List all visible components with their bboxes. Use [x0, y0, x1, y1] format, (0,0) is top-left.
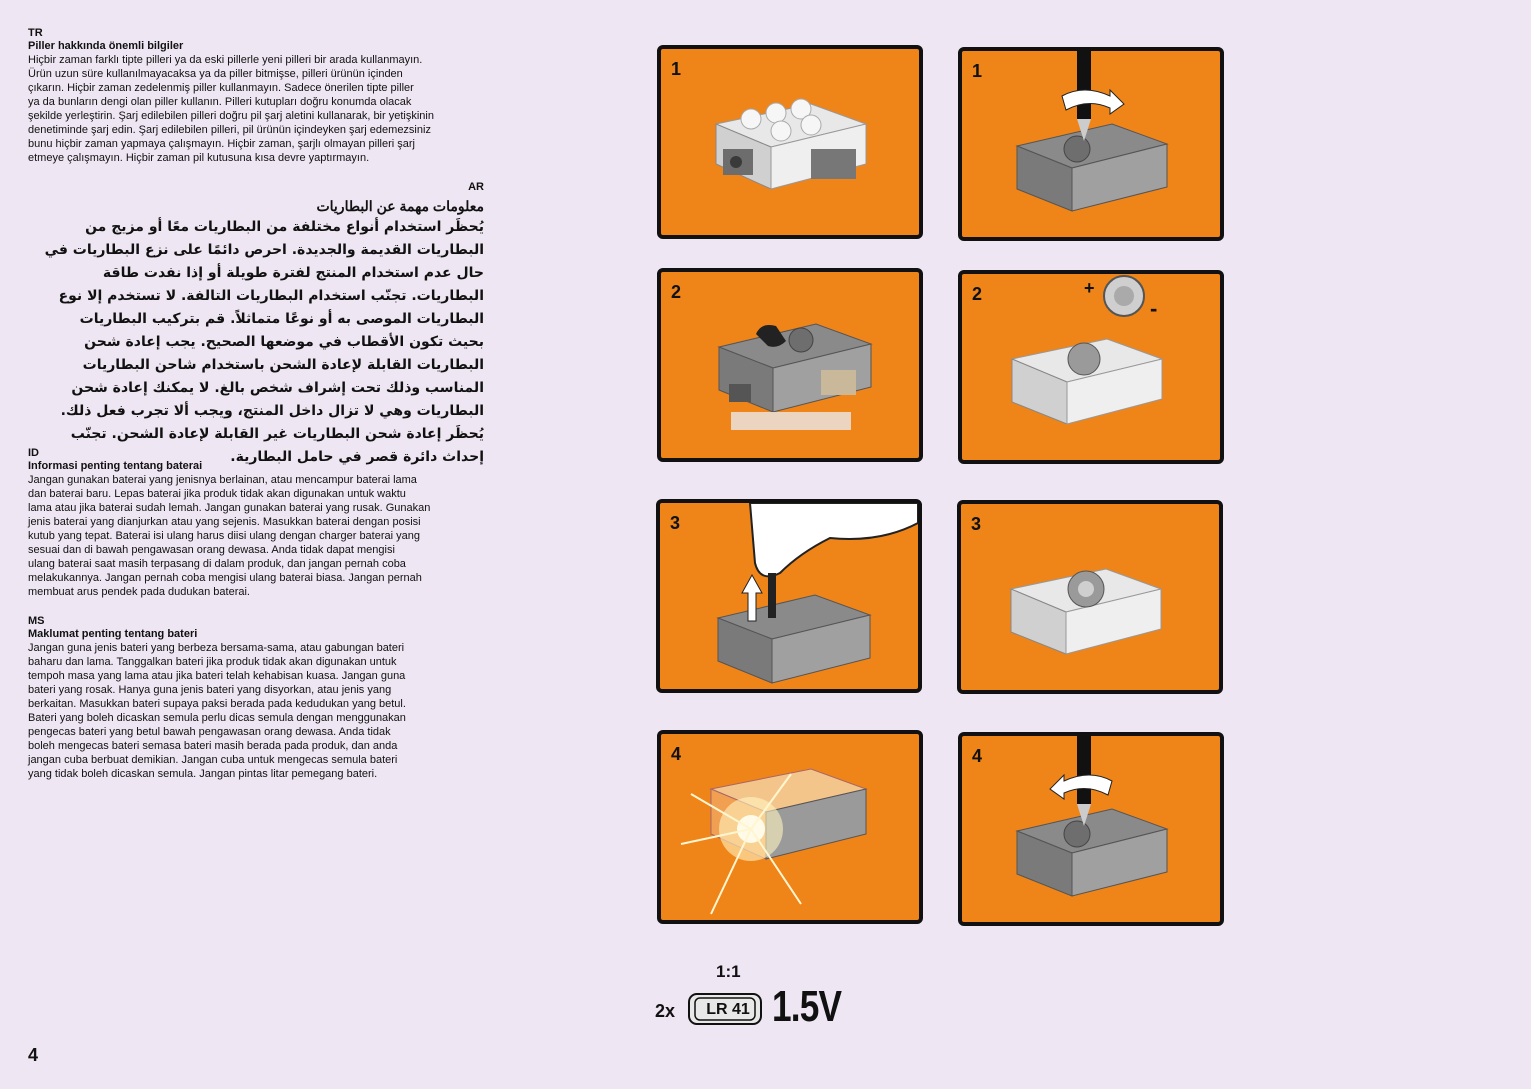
step-panel-left-4 [657, 730, 923, 924]
battery-voltage: 1.5V [772, 982, 842, 1031]
heading-ms: Maklumat penting tentang bateri [28, 628, 198, 640]
step-number: 4 [671, 744, 682, 764]
step-number: 4 [972, 746, 983, 766]
screwdriver-tighten-illustration [962, 736, 1220, 922]
body-ms: Jangan guna jenis bateri yang berbeza bersama-sama, atau gabungan bateri baharu dan lama. Tanggalkan bateri jika produk tidak akan digunakan untuk tempoh masa yang lama atau jika bateri telah kehabisan kuasa. Jangan guna bateri yang rosak. Hanya guna jenis bateri yang disyorkan, atau jenis yang berkaitan. Masukkan bateri supaya paksi berada pada kedudukan yang betul. Bateri yang boleh dicaskan semula perlu dicas semula dengan menggunakan pengecas bateri yang betul bawah pengawasan orang dewasa. Anda tidak boleh mengecas bateri semasa bateri masih berada pada produk, dan anda jangan cuba berbuat demikian. Jangan cuba untuk mengecas semula bateri yang tidak boleh dicaskan semula. Jangan pintas litar pemegang bateri. [28, 642, 406, 780]
battery-cell-type: LR 41 [706, 1001, 750, 1018]
step-panel-left-1 [657, 45, 923, 239]
lang-code-tr: TR [28, 27, 43, 39]
minus-sign: - [1150, 296, 1158, 321]
step-panel-right-4 [958, 732, 1224, 926]
step-number: 3 [971, 514, 982, 534]
clear-brick-illustration [661, 49, 919, 235]
step-panel-left-2 [657, 268, 923, 462]
step-panel-right-2 [958, 270, 1224, 464]
heading-ar: معلومات مهمة عن البطاريات [316, 198, 484, 214]
finger-press-illustration [660, 503, 918, 689]
screwdriver-unscrew-illustration [962, 51, 1220, 237]
step-panel-left-3 [656, 499, 922, 693]
body-tr: Hiçbir zaman farklı tipte pilleri ya da eski pillerle yeni pilleri bir arada kullanmayın. Ürün uzun süre kullanılmayacaksa ya da piller bitmişse, pilleri ürünün içinden çıkarın. Hiçbir zaman zedelenmiş piller kullanmayın. Sadece önerilen tipte piller ya da bunların dengi olan piller kullanın. Pilleri kutupları doğru konumda olacak şekilde yerleştirin. Şarj edilebilen pilleri doğru pil şarj aletini kullanarak, bir yetişkinin denetiminde şarj edin. Şarj edilebilen pilleri, pil ürünün içindeyken şarj edemezsiniz bunu hiçbir zaman yapmaya çalışmayın. Hiçbir zaman, şarjlı olmayan pilleri şarj etmeye çalışmayın. Hiçbir zaman pil kutusuna kısa devre yaptırmayın. [28, 54, 434, 164]
clear-brick-open-illustration [961, 504, 1219, 690]
section-id [28, 447, 488, 599]
section-ms [28, 615, 488, 781]
section-tr [28, 27, 488, 165]
lang-code-ar: AR [468, 181, 484, 193]
section-ar [40, 181, 484, 469]
battery-quantity: 2x [655, 1001, 676, 1021]
step-number: 3 [670, 513, 681, 533]
step-panel-right-3 [957, 500, 1223, 694]
lang-code-ms: MS [28, 615, 45, 627]
page-number: 4 [28, 1045, 39, 1065]
heading-tr: Piller hakkında önemli bilgiler [28, 40, 184, 52]
step-number: 2 [671, 282, 682, 302]
plus-sign: + [1084, 278, 1095, 298]
coin-cell-insert-illustration [962, 274, 1220, 460]
lang-code-id: ID [28, 447, 39, 459]
step-number: 2 [972, 284, 983, 304]
body-id: Jangan gunakan baterai yang jenisnya berlainan, atau mencampur baterai lama dan baterai baru. Lepas baterai jika produk tidak akan digunakan untuk waktu lama atau jika baterai sudah lemah. Jangan gunakan baterai yang rusak. Gunakan jenis baterai yang dianjurkan atau yang sejenis. Masukkan baterai dengan posisi kutub yang tepat. Baterai isi ulang harus diisi ulang dengan charger baterai yang sesuai dan di bawah pengawasan orang dewasa. Anda tidak dapat mengisi ulang baterai saat masih terpasang di dalam produk, dan jangan pernah coba melakukannya. Jangan pernah coba mengisi ulang baterai biasa. Jangan pernah membuat arus pendek pada dudukan baterai. [28, 474, 431, 598]
body-ar: يُحظَر استخدام أنواع مختلفة من البطاريات معًا أو مزيج من البطاريات القديمة والجديدة. احرص دائمًا على نزع البطاريات في حال عدم استخدام المنتج لفترة طويلة أو إذا نفدت طاقة البطاريات. تجنّب استخدام البطاريات التالفة. لا تستخدم إلا نوع البطاريات الموصى به أو نوعًا متماثلاً. قم بتركيب البطاريات بحيث تكون الأقطاب في موضعها الصحيح. يجب إعادة شحن البطاريات القابلة لإعادة الشحن باستخدام شاحن البطاريات المناسب وذلك تحت إشراف شخص بالغ. لا يمكنك إعادة شحن البطاريات وهي لا تزال داخل المنتج، ويجب ألا تجرب فعل ذلك. يُحظَر إعادة شحن البطاريات غير القابلة لإعادة الشحن. تجنّب إحداث دائرة قصر في حامل البطارية. [44, 219, 484, 465]
brick-with-cap-illustration [661, 272, 919, 458]
heading-id: Informasi penting tentang baterai [28, 460, 203, 472]
step-panel-right-1 [958, 47, 1224, 241]
battery-scale: 1:1 [716, 962, 741, 981]
light-brick-glow-illustration [661, 734, 919, 920]
step-number: 1 [671, 59, 682, 79]
step-number: 1 [972, 61, 983, 81]
